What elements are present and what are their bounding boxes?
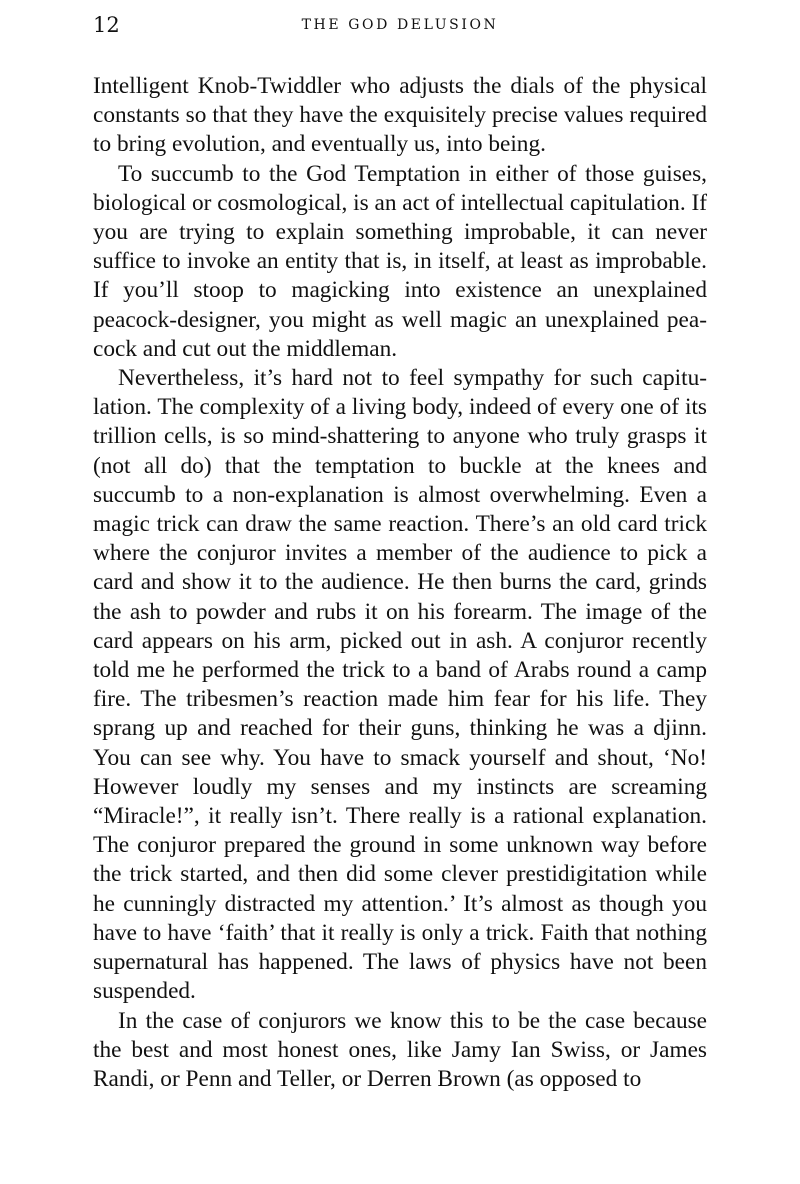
- paragraph-4: In the case of conjurors we know this to be the case because the best and most honest ones, like Jamy Ian Swiss, or James Randi, or Penn and Teller, or Derren Brown (as opposed to: [93, 1007, 707, 1092]
- paragraph-1: Intelligent Knob-Twiddler who adjusts the dials of the physical constants so that they have the exquisitely precise values required to bring evolution, and eventually us, into being.: [93, 73, 707, 158]
- running-head: [93, 12, 707, 38]
- body-text: [93, 72, 707, 1094]
- paragraph-2: To succumb to the God Temptation in either of those guises, biological or cosmological, is an act of intellectual capitulation. If you are trying to explain something improbable, it can never suffice to invoke an entity that is, in itself, at least as improbable. If you’ll stoop to magicking into existence an unexplained peacock-designer, you might as well magic an unexplained peacock and cut out the middleman.: [93, 160, 707, 362]
- page-number: 12: [93, 13, 120, 37]
- paragraph-3: Nevertheless, it’s hard not to feel sympathy for such capitulation. The complexity of a living body, indeed of every one of its trillion cells, is so mind-shattering to anyone who truly grasps it (not all do) that the temptation to buckle at the knees and succumb to a non-explanation is almost overwhelming. Even a magic trick can draw the same reaction. There’s an old card trick where the conjuror invites a member of the audience to pick a card and show it to the audience. He then burns the card, grinds the ash to powder and rubs it on his forearm. The image of the card appears on his arm, picked out in ash. A conjuror recently told me he performed the trick to a band of Arabs round a camp fire. The tribesmen’s reaction made him fear for his life. They sprang up and reached for their guns, thinking he was a djinn. You can see why. You have to smack yourself and shout, ‘No! However loudly my senses and my instincts are screaming “Miracle!”, it really isn’t. There really is a rational explanation. The conjuror prepared the ground in some unknown way before the trick started, and then did some clever prestidigitation while he cunningly distracted my attention.’ It’s almost as though you have to have ‘faith’ that it really is only a trick. Faith that nothing supernatural has happened. The laws of physics have not been suspended.: [93, 365, 707, 1005]
- book-title: THE GOD DELUSION: [301, 17, 499, 33]
